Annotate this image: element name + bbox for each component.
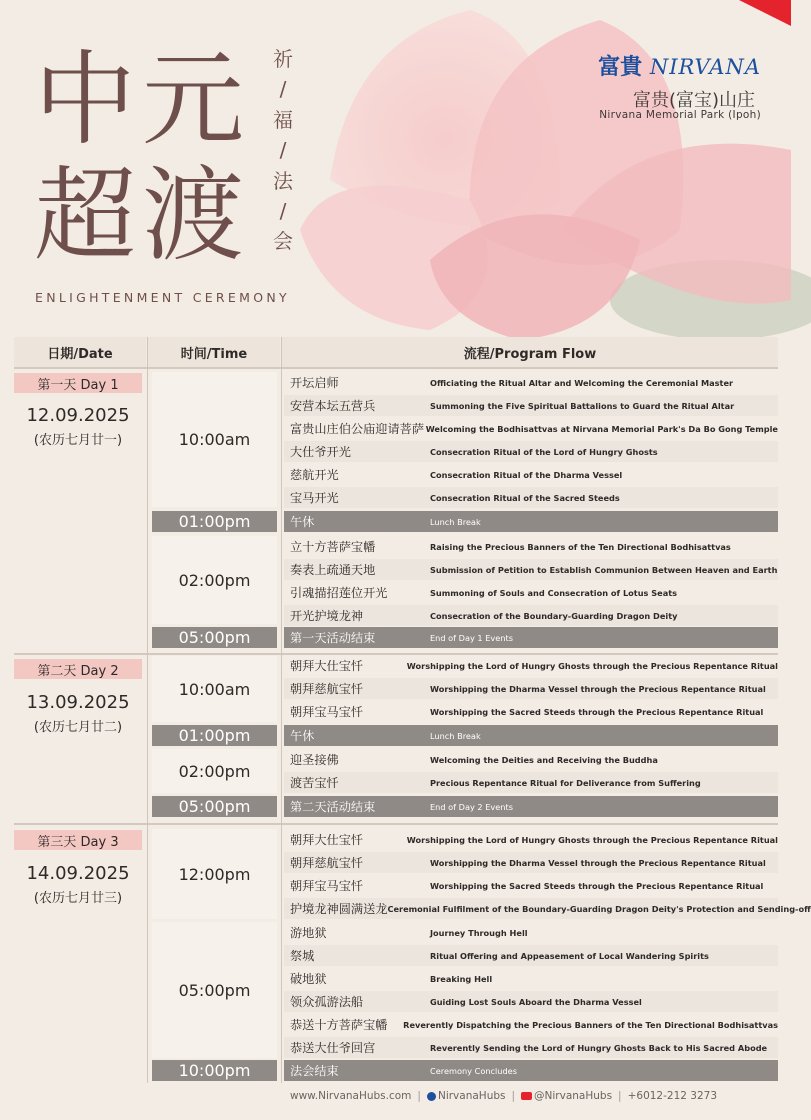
event-en: Worshipping the Dharma Vessel through the Precious Repentance Ritual [430, 683, 766, 694]
event-en: Summoning the Five Spiritual Battalions to Guard the Ritual Altar [430, 400, 735, 411]
header-date: 日期/Date [14, 337, 146, 367]
program-row [284, 701, 778, 722]
event-zh: 朝拜宝马宝忏 [290, 879, 364, 893]
time-slot: 10:00am [152, 372, 277, 507]
title-line-2: 超渡 [34, 157, 250, 276]
event-en: Ritual Offering and Appeasement of Local Wandering Spirits [430, 950, 709, 961]
program-row [284, 945, 778, 966]
program-row [284, 922, 778, 943]
event-en: Welcoming the Bodhisattvas at Nirvana Memorial Park's Da Bo Gong Temple [425, 423, 778, 434]
event-zh: 朝拜大仕宝忏 [290, 659, 364, 673]
footer-separator: | [511, 1090, 516, 1102]
end-row [284, 627, 778, 648]
event-en: Precious Repentance Ritual for Deliverance from Suffering [430, 777, 701, 788]
event-en: Submission of Petition to Establish Communion Between Heaven and Earth [430, 564, 778, 575]
time-slot: 10:00am [152, 656, 277, 722]
program-row [284, 875, 778, 896]
event-en: Worshipping the Sacred Steeds through the Precious Repentance Ritual [430, 880, 764, 891]
facebook-icon [427, 1092, 436, 1101]
day-date: 12.09.2025 [26, 405, 130, 426]
phone-number: +6012-212 3273 [627, 1090, 718, 1102]
program-row [284, 898, 811, 919]
event-zh: 富贵山庄伯公庙迎请菩萨 [290, 422, 425, 436]
logo-brand-zh: 富貴 [598, 54, 643, 80]
program-row [284, 536, 778, 557]
subtitle-char: / [279, 77, 287, 102]
event-zh: 护境龙神圆满送龙 [290, 902, 388, 916]
day-badge: 第三天 Day 3 [14, 830, 142, 850]
title-line-1: 中元 [34, 41, 250, 160]
event-en: Breaking Hell [430, 973, 493, 984]
event-zh: 慈航开光 [290, 468, 339, 482]
day-lunar-date: (农历七月廿一) [33, 433, 123, 448]
corner-accent [739, 0, 791, 26]
event-zh: 大仕爷开光 [290, 445, 351, 459]
program-row [284, 968, 778, 989]
program-row [284, 852, 778, 873]
event-zh: 领众孤游法船 [290, 995, 364, 1009]
event-zh: 宝马开光 [290, 491, 339, 505]
subtitle-en: ENLIGHTENMENT CEREMONY [35, 290, 290, 305]
event-en: Journey Through Hell [430, 927, 528, 938]
event-en: Consecration Ritual of the Dharma Vessel [430, 469, 623, 480]
event-zh: 朝拜慈航宝忏 [290, 682, 364, 696]
day-lunar-date: (农历七月廿二) [33, 720, 123, 735]
youtube-link[interactable]: @NirvanaHubs [534, 1090, 613, 1102]
time-marker: 10:00pm [152, 1060, 277, 1081]
subtitle-char: 福 [273, 107, 293, 132]
program-row [284, 418, 778, 439]
divider [281, 337, 282, 1083]
logo-name-zh: 富贵(富宝)山庄 [632, 90, 755, 111]
footer [290, 1090, 717, 1102]
day-lunar-date: (农历七月廿三) [33, 891, 123, 906]
program-row [284, 464, 778, 485]
event-zh: 立十方菩萨宝幡 [290, 540, 376, 554]
event-zh: 破地狱 [290, 972, 327, 986]
time-slot: 05:00pm [152, 922, 277, 1058]
event-en: Reverently Sending the Lord of Hungry Ghosts Back to His Sacred Abode [430, 1042, 768, 1053]
program-row [284, 1037, 778, 1058]
event-en: Worshipping the Lord of Hungry Ghosts through the Precious Repentance Ritual [406, 660, 778, 671]
program-row [284, 441, 778, 462]
logo-brand-en: NIRVANA [649, 55, 761, 79]
program-row [284, 749, 778, 770]
program-row [284, 559, 778, 580]
event-zh: 恭送大仕爷回宫 [290, 1041, 376, 1055]
time-slot: 02:00pm [152, 749, 277, 793]
event-en: Consecration of the Boundary-Guarding Dragon Deity [430, 610, 678, 621]
logo-wordmark [598, 50, 761, 81]
event-en: Ceremony Concludes [430, 1065, 517, 1076]
event-zh: 开坛启师 [290, 376, 339, 390]
event-zh: 迎圣接佛 [290, 753, 339, 767]
program-row [284, 772, 778, 793]
event-en: Worshipping the Sacred Steeds through the Precious Repentance Ritual [430, 706, 764, 717]
day-date: 13.09.2025 [26, 692, 130, 713]
event-en: Summoning of Souls and Consecration of Lotus Seats [430, 587, 678, 598]
event-zh: 祭城 [290, 949, 315, 963]
event-zh: 法会结束 [290, 1064, 339, 1078]
event-zh: 朝拜大仕宝忏 [290, 833, 364, 847]
event-en: Worshipping the Lord of Hungry Ghosts through the Precious Repentance Ritual [406, 834, 778, 845]
time-slot: 12:00pm [152, 829, 277, 919]
footer-separator: | [417, 1090, 421, 1102]
program-row [284, 655, 778, 676]
subtitle-char: / [279, 138, 287, 163]
footer-separator: | [618, 1090, 622, 1102]
event-en: Consecration Ritual of the Lord of Hungry Ghosts [430, 446, 658, 457]
brand-logo [571, 46, 761, 126]
program-row [284, 395, 778, 416]
event-en: Worshipping the Dharma Vessel through the Precious Repentance Ritual [430, 857, 766, 868]
website-link[interactable]: www.NirvanaHubs.com [290, 1090, 412, 1102]
break-row [284, 725, 778, 746]
event-zh: 朝拜慈航宝忏 [290, 856, 364, 870]
event-en: End of Day 1 Events [430, 632, 513, 643]
event-en: Welcoming the Deities and Receiving the Buddha [430, 754, 658, 765]
day-badge: 第一天 Day 1 [14, 373, 142, 393]
event-zh: 游地狱 [290, 926, 327, 940]
event-zh: 朝拜宝马宝忏 [290, 705, 364, 719]
day-date: 14.09.2025 [26, 863, 130, 884]
youtube-icon [521, 1092, 532, 1100]
time-marker: 05:00pm [152, 796, 277, 817]
program-row [284, 829, 778, 850]
event-en: Consecration Ritual of the Sacred Steeds [430, 492, 620, 503]
event-en: End of Day 2 Events [430, 801, 513, 812]
header-time: 时间/Time [148, 337, 280, 367]
event-zh: 开光护境龙神 [290, 609, 364, 623]
program-row [284, 991, 778, 1012]
event-zh: 恭送十方菩萨宝幡 [290, 1018, 388, 1032]
program-row [284, 487, 778, 508]
divider [14, 367, 778, 369]
event-en: Lunch Break [430, 516, 481, 527]
subtitle-char: / [279, 198, 287, 223]
event-zh: 安营本坛五营兵 [290, 399, 376, 413]
subtitle-char: 会 [273, 229, 293, 254]
event-en: Guiding Lost Souls Aboard the Dharma Vessel [430, 996, 642, 1007]
event-zh: 第二天活动结束 [290, 800, 376, 814]
event-en: Raising the Precious Banners of the Ten Directional Bodhisattvas [430, 541, 731, 552]
time-marker: 01:00pm [152, 725, 277, 746]
time-slot: 02:00pm [152, 536, 277, 624]
event-en: Reverently Dispatching the Precious Banners of the Ten Directional Bodhisattvas [403, 1019, 778, 1030]
event-zh: 引魂描招莲位开光 [290, 586, 388, 600]
program-row [284, 582, 778, 603]
event-en: Officiating the Ritual Altar and Welcoming the Ceremonial Master [430, 377, 734, 388]
event-zh: 渡苦宝忏 [290, 776, 339, 790]
divider [147, 337, 148, 1083]
break-row [284, 511, 778, 532]
day-badge: 第二天 Day 2 [14, 659, 142, 679]
event-en: Ceremonial Fulfilment of the Boundary-Guarding Dragon Deity's Protection and Sending-off [387, 903, 811, 914]
subtitle-vertical [265, 44, 301, 257]
program-row [284, 605, 778, 626]
end-row [284, 796, 778, 817]
logo-name-en: Nirvana Memorial Park (Ipoh) [599, 109, 761, 121]
divider [14, 823, 778, 825]
end-row [284, 1060, 778, 1081]
event-zh: 奏表上疏通天地 [290, 563, 376, 577]
event-zh: 午休 [290, 729, 315, 743]
time-marker: 05:00pm [152, 627, 277, 648]
time-marker: 01:00pm [152, 511, 277, 532]
program-row [284, 372, 778, 393]
subtitle-char: 法 [273, 168, 293, 193]
program-row [284, 678, 778, 699]
facebook-link[interactable]: NirvanaHubs [437, 1090, 506, 1102]
event-en: Lunch Break [430, 730, 481, 741]
subtitle-char: 祈 [273, 47, 293, 71]
header-program: 流程/Program Flow [282, 337, 778, 367]
event-zh: 第一天活动结束 [290, 631, 376, 645]
program-row [284, 1014, 778, 1035]
event-zh: 午休 [290, 515, 315, 529]
